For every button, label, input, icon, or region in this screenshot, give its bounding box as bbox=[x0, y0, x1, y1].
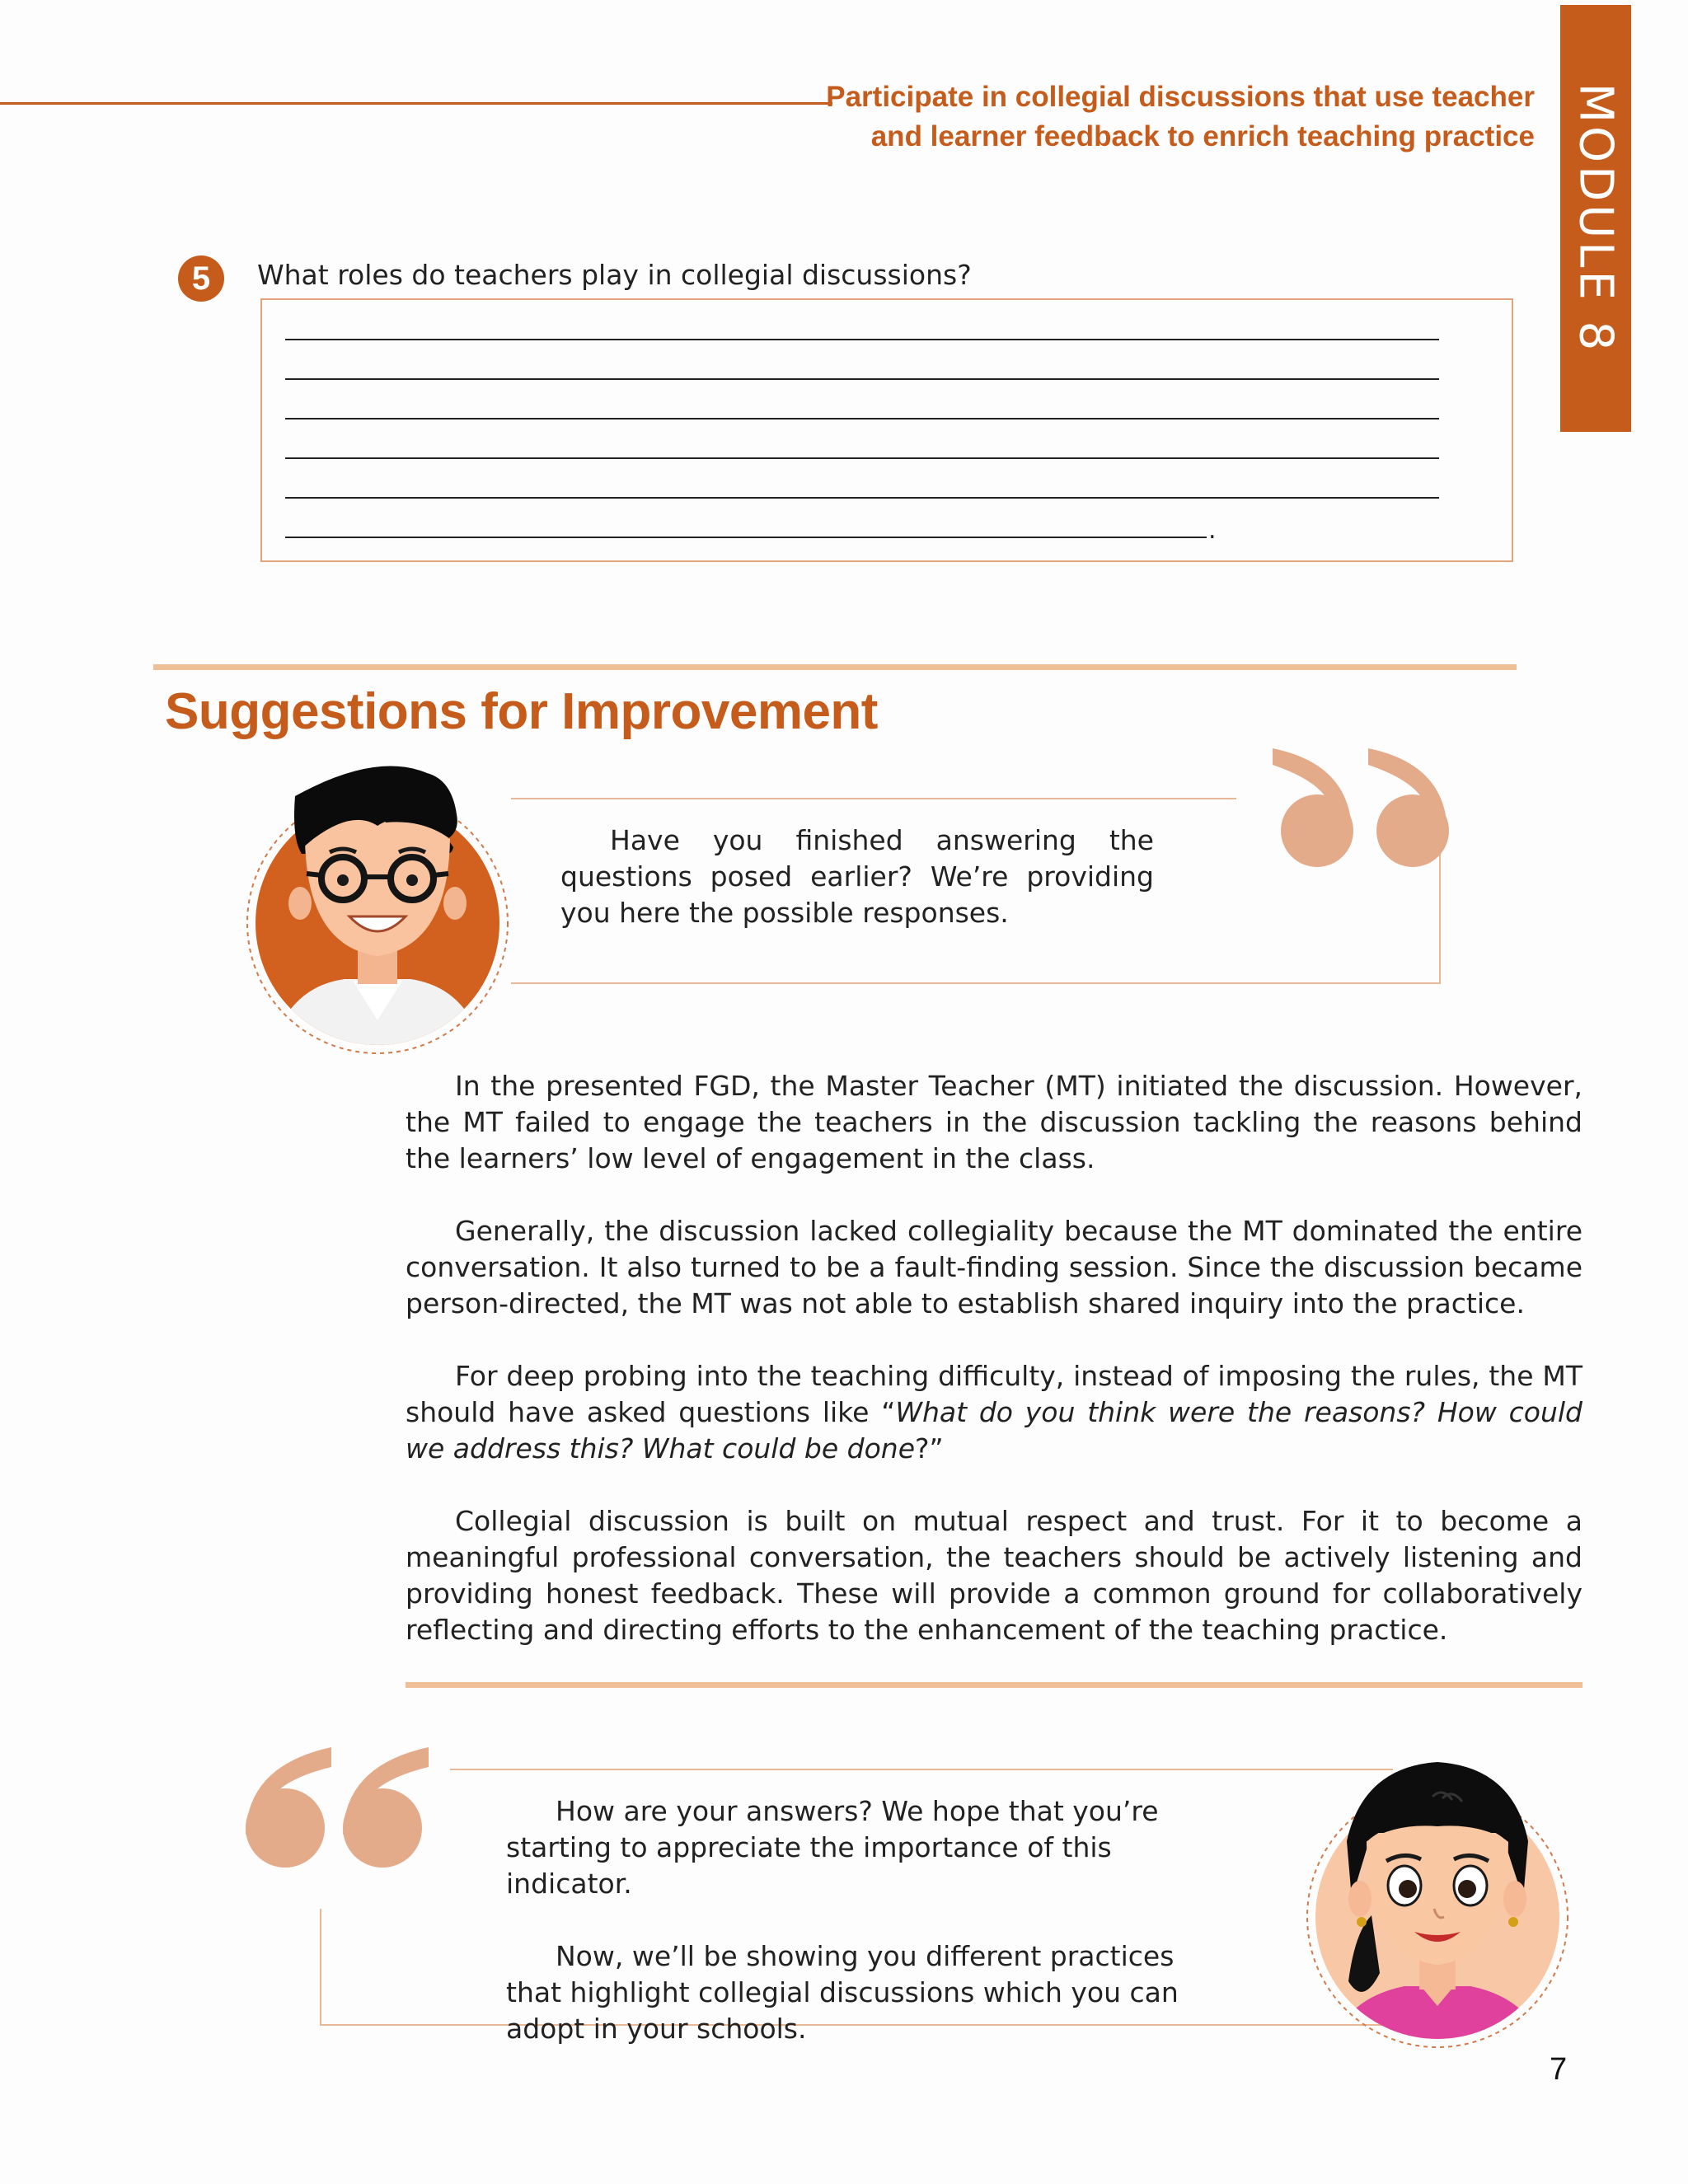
body-paragraph-italic: What do you think were the reasons? How could we address this? What could be done bbox=[406, 1396, 1583, 1465]
answer-line bbox=[285, 418, 1439, 419]
answer-box[interactable] bbox=[260, 298, 1513, 562]
question-text: What roles do teachers play in collegial discussions? bbox=[257, 259, 972, 291]
answer-period: . bbox=[1208, 516, 1217, 545]
module-label: MODULE 8 bbox=[1568, 82, 1623, 354]
body-rule bbox=[406, 1682, 1582, 1688]
module-tab bbox=[1560, 5, 1631, 432]
answer-line bbox=[285, 339, 1439, 340]
body-paragraph-text: ?” bbox=[915, 1432, 944, 1465]
answer-line bbox=[285, 378, 1439, 380]
callout-text: Have you finished answering the questions posed earlier? We’re providing you here the possible responses. bbox=[560, 824, 1154, 929]
answer-line bbox=[285, 537, 1207, 538]
close-quote-icon bbox=[1261, 725, 1459, 890]
header-title bbox=[793, 77, 1535, 157]
section-rule bbox=[153, 664, 1517, 670]
question-number-badge: 5 bbox=[178, 255, 224, 302]
female-teacher-avatar bbox=[1297, 1734, 1578, 2055]
body-paragraph-text: For deep probing into the teaching difficulty, instead of imposing the rules, the MT should have asked questions like “ bbox=[406, 1360, 1582, 1428]
header-rule bbox=[0, 102, 832, 105]
male-teacher-avatar bbox=[237, 740, 518, 1070]
answer-line bbox=[285, 457, 1439, 459]
section-title: Suggestions for Improvement bbox=[165, 683, 878, 740]
callout-paragraph: Now, we’ll be showing you different practices that highlight collegial discussions which you can adopt in your schools. bbox=[506, 1940, 1179, 2045]
body-paragraph: In the presented FGD, the Master Teacher (MT) initiated the discussion. However, the MT failed to engage the teachers in the discussion tackling the reasons behind the learners’ low level of engagement in the class. bbox=[406, 1070, 1582, 1174]
body-paragraph: Generally, the discussion lacked collegiality because the MT dominated the entire conversation. It also turned to be a fault-finding session. Since the discussion became person-directed, the MT was not able to establish shared inquiry into the practice. bbox=[406, 1215, 1582, 1319]
header-title-line2: and learner feedback to enrich teaching practice bbox=[870, 120, 1535, 152]
callout-text bbox=[506, 1793, 1231, 2083]
body-paragraph: Collegial discussion is built on mutual respect and trust. For it to become a meaningful professional conversation, the teachers should be actively listening and providing honest feedback. These will provide a common ground for collaboratively reflecting and directing efforts to the enhancement of the teaching practice. bbox=[406, 1505, 1582, 1646]
page-number: 7 bbox=[1550, 2052, 1568, 2087]
header-title-line1: Participate in collegial discussions that use teacher bbox=[826, 81, 1535, 113]
open-quote-icon bbox=[236, 1736, 434, 1900]
answer-line bbox=[285, 497, 1439, 499]
callout-paragraph: How are your answers? We hope that you’re starting to appreciate the importance of this indicator. bbox=[506, 1795, 1159, 1900]
body-paragraph bbox=[406, 1358, 1582, 1467]
body-text bbox=[406, 1068, 1582, 1685]
